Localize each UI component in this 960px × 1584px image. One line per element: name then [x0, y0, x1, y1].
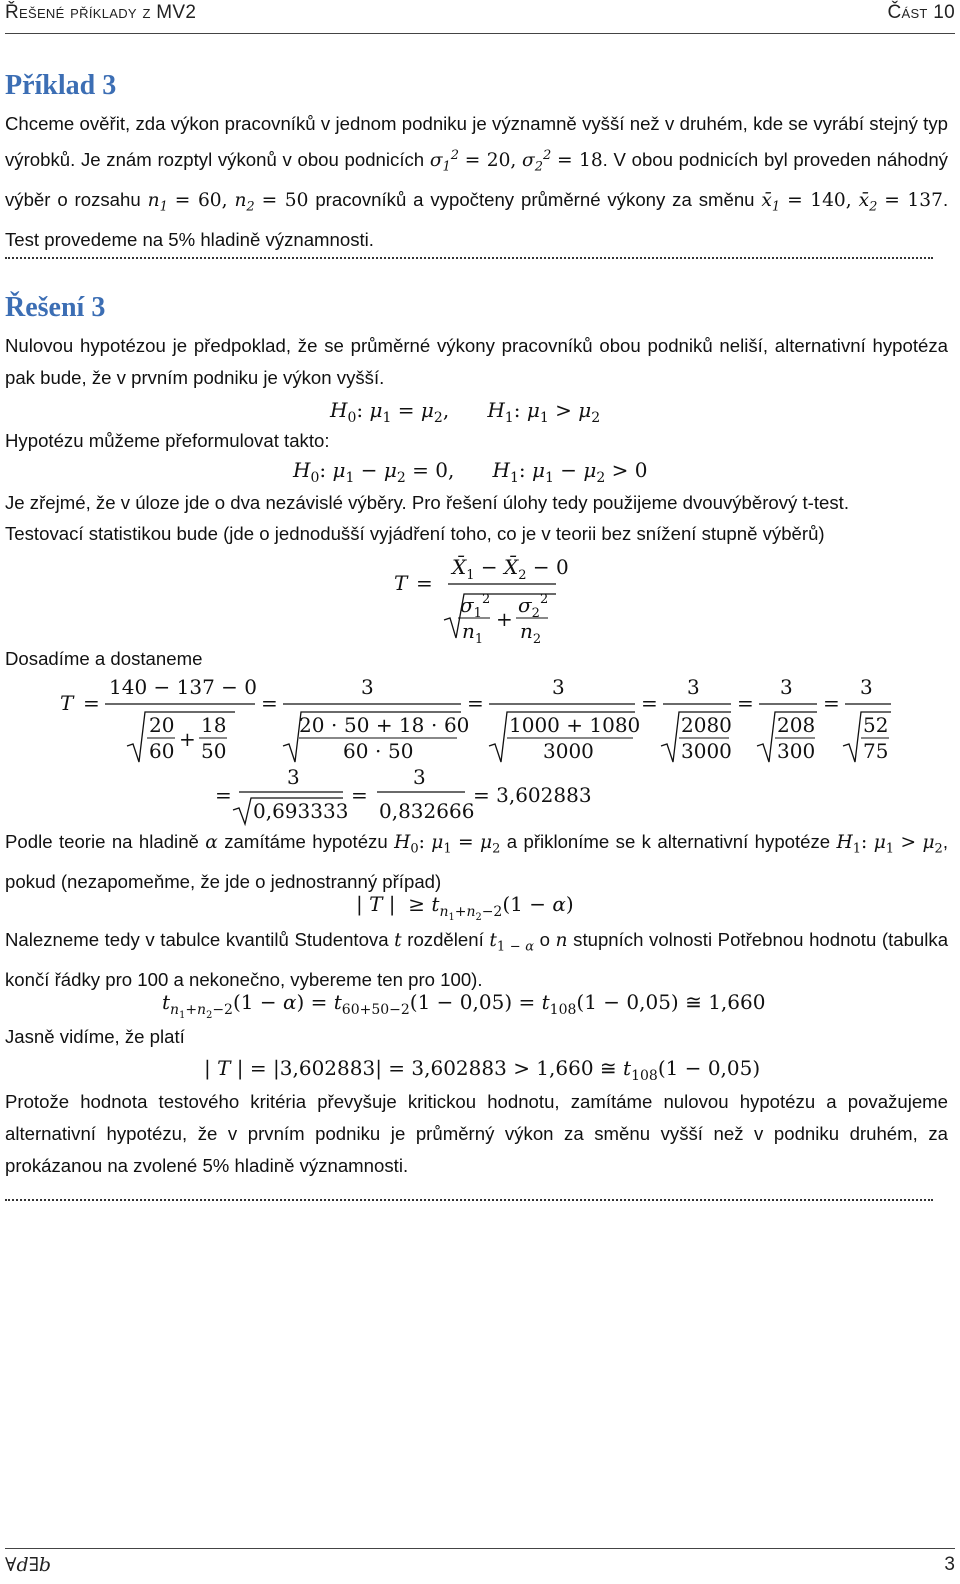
- calculation-chain: [55, 672, 895, 832]
- comparison-tail: (1 − 0,05): [657, 1056, 761, 1080]
- page-number: 3: [944, 1554, 955, 1575]
- example-text-3: pracovníků a vypočteny průměrné výkony za směnu: [315, 188, 755, 210]
- calc-f1n: 20: [149, 713, 175, 737]
- theory-text-2: zamítáme hypotézu: [224, 831, 388, 852]
- table-text-3: o: [539, 929, 550, 950]
- svg-text:+: +: [179, 727, 196, 751]
- table-text: Nalezneme tedy v tabulce kvantilů Studentova t rozdělení $t_{1 - \alpha}$ o n stupních volnosti Potřebnou hodnotu (tabulka končí řádky pro 100 a nekonečno, vybereme ten pro 100).: [5, 929, 949, 990]
- example-text-1: Chceme ověřit, zda výkon pracovníků v jednom podniku je významně vyšší než v druhém, kde se vyrábí stejný typ výrobků. Je znám rozptyl výkonů v obou podnicích: [5, 113, 948, 171]
- svg-text:T: T: [60, 691, 74, 715]
- independent-text: Je zřejmé, že v úloze jde o dva nezávislé výběry. Pro řešení úlohy tedy použijeme dvouvýběrový t-test.: [5, 492, 850, 513]
- hypotheses-equation: $H_0$: $\mu_1 = \mu_2$, $H_1$: $\mu_1 > \mu_2$: [330, 398, 601, 426]
- calc-s4n: 2080: [681, 713, 732, 737]
- svg-text:=: =: [261, 691, 278, 715]
- quantile-value: (1 − 0,05) ≅ 1,660: [576, 990, 766, 1014]
- statistic-text: Testovací statistikou bude (jde o jednodušší vyjádření toho, co je v teorii bez snížení stupně výběrů): [5, 523, 825, 544]
- calc-s6d: 75: [863, 739, 889, 763]
- svg-text:σ12: $\sigma_1^2$: [460, 592, 491, 621]
- comparison-equation: | T | = |3,602883| = 3,602883 > 1,660 ≅ $t_{108}(1 - 0,05)$: [204, 1056, 761, 1084]
- clearly-text: Jasně vidíme, že platí: [5, 1026, 185, 1047]
- calc-s3n: 1000 + 1080: [509, 713, 641, 737]
- sigma-values-2: = 18: [557, 150, 603, 172]
- theory-text-3: a přikloníme se k alternativní hypotéze: [506, 831, 831, 852]
- table-text-4: stupních volnosti Potřebnou hodnotu (tabulka končí řádky pro 100 a nekonečno, vybereme ten pro 100).: [5, 929, 949, 990]
- svg-text:=: =: [467, 691, 484, 715]
- calc-f1d: 60: [149, 739, 175, 763]
- n-values-2: = 50: [261, 189, 309, 211]
- theory-text-4: , pokud (nezapomeňme, že jde o jednostranný případ): [5, 831, 948, 892]
- x-values-1: = 140,: [787, 189, 852, 211]
- calc-s5d: 300: [777, 739, 816, 763]
- calc-s2d: 60 ⋅ 50: [343, 739, 414, 763]
- sigma-values-1: = 20,: [464, 150, 517, 172]
- calc-three-3: 3: [687, 675, 700, 699]
- svg-text:σ22: $\sigma_2^2$: [518, 592, 549, 621]
- svg-text:=: =: [416, 571, 433, 595]
- calc-s6n: 52: [863, 713, 889, 737]
- svg-text:+: +: [496, 607, 513, 631]
- theory-text: Podle teorie na hladině α zamítáme hypotézu $H_0$: $\mu_1 = \mu_2$ a přikloníme se k alternativní hypotéze $H_1$: $\mu_1 > \mu_2$, pokud (nezapomeňme, že jde o jednostranný případ): [5, 831, 948, 892]
- calc-s2n: 20 ⋅ 50 + 18 ⋅ 60: [299, 713, 470, 737]
- header-rule: [5, 33, 955, 34]
- calc-s3d: 3000: [543, 739, 594, 763]
- svg-text:T: T: [394, 571, 408, 595]
- comparison-value: = |3,602883| = 3,602883 > 1,660 ≅: [249, 1056, 617, 1080]
- substitute-text: Dosadíme a dostaneme: [5, 648, 203, 669]
- solution-intro: Nulovou hypotézou je předpoklad, že se průměrné výkony pracovníků obou podniků neliší, alternativní hypotéza pak bude, že v prvním podniku je výkon vyšší.: [5, 335, 948, 388]
- calc-r2: 0,832666: [379, 799, 475, 823]
- hypotheses-reformulated: $H_0$: $\mu_1 - \mu_2 = 0$, $H_1$: $\mu_1 - \mu_2 > 0$: [293, 458, 648, 486]
- calc-three-2: 3: [552, 675, 565, 699]
- calc-three-4: 3: [780, 675, 793, 699]
- svg-text:=: =: [215, 783, 232, 807]
- separator-dots: [5, 254, 933, 259]
- svg-text:n2: $n_2$: [520, 619, 542, 647]
- n-values-1: = 60,: [174, 189, 228, 211]
- calc-s5n: 208: [777, 713, 816, 737]
- page-header: [5, 2, 955, 30]
- calc-r1: 0,693333: [253, 799, 349, 823]
- calc-s4d: 3000: [681, 739, 732, 763]
- example-text-4: . Test provedeme na 5% hladině významnosti.: [5, 188, 949, 250]
- calc-three-5: 3: [860, 675, 873, 699]
- calc-three-7: 3: [413, 765, 426, 789]
- svg-text:=: =: [641, 691, 658, 715]
- conclusion-text: Protože hodnota testového kritéria převyšuje kritickou hodnotu, zamítáme nulovou hypotézu a považujeme alternativní hypotézu, že v prvním podniku je průměrný výkon za směnu vyšší než v podniku druhém, za prokázanou na zvolené 5% hladině významnosti.: [5, 1091, 948, 1176]
- footer-logo: ∀𝑑∃𝑏: [5, 1554, 52, 1576]
- svg-text:n1: $n_1$: [462, 619, 484, 647]
- svg-text:=: =: [737, 691, 754, 715]
- calc-result: = 3,602883: [473, 783, 592, 807]
- table-text-1: Nalezneme tedy v tabulce kvantilů Studentova: [5, 929, 389, 950]
- solution-title: Řešení 3: [5, 292, 106, 323]
- header-title: Řešené příklady z MV2: [5, 2, 197, 23]
- reformulate-text: Hypotézu můžeme přeformulovat takto:: [5, 430, 330, 451]
- critical-region-equation: | T | ≥ $t_{n_1+n_2-2}(1 - \alpha)$: [356, 892, 574, 923]
- quantile-equation: $t_{n_1+n_2-2}(1 - \alpha) = t_{60+50-2}(1 - 0,05) = t_{108}(1 - 0,05)$ ≅ 1,660: [162, 990, 766, 1021]
- example-text-2: . V obou podnicích byl proveden náhodný výběr o rozsahu: [5, 149, 948, 210]
- svg-text:=: =: [823, 691, 840, 715]
- separator-dots-bottom: [5, 1196, 933, 1201]
- svg-text:=: =: [351, 783, 368, 807]
- footer-rule: [5, 1548, 955, 1549]
- x-values-2: = 137: [884, 189, 943, 211]
- example-title: Příklad 3: [5, 70, 117, 101]
- svg-text:X̄1 − X̄2 − 0: $X̄_1$ − $X̄_2 - 0$: [452, 555, 569, 583]
- theory-text-1: Podle teorie na hladině: [5, 831, 199, 852]
- calc-f2n: 18: [201, 713, 227, 737]
- example-text: Chceme ověřit, zda výkon pracovníků v jednom podniku je významně vyšší než v druhém, kde se vyrábí stejný typ výrobků. Je znám rozptyl výkonů v obou podnicích $\sigma_1^2 = 20$, $\sigma_2^2 = 18$. V obou podnicích byl proveden náhodný výběr o rozsahu $n_1 = 60$, $n_2 = 50$ pracovníků a vypočteny průměrné výkony za směnu $x̄_1 = 140$, $x̄_2 = 137$. Test provedeme na 5% hladině významnosti.: [5, 113, 949, 250]
- calc-numerator: 140 − 137 − 0: [109, 675, 258, 699]
- t-statistic-formula: [390, 548, 570, 648]
- calc-three-6: 3: [287, 765, 300, 789]
- calc-three-1: 3: [361, 675, 374, 699]
- header-part: Část 10: [887, 2, 955, 23]
- svg-text:=: =: [83, 691, 100, 715]
- calc-f2d: 50: [201, 739, 227, 763]
- table-text-2: rozdělení: [407, 929, 484, 950]
- page-footer: [5, 1554, 955, 1580]
